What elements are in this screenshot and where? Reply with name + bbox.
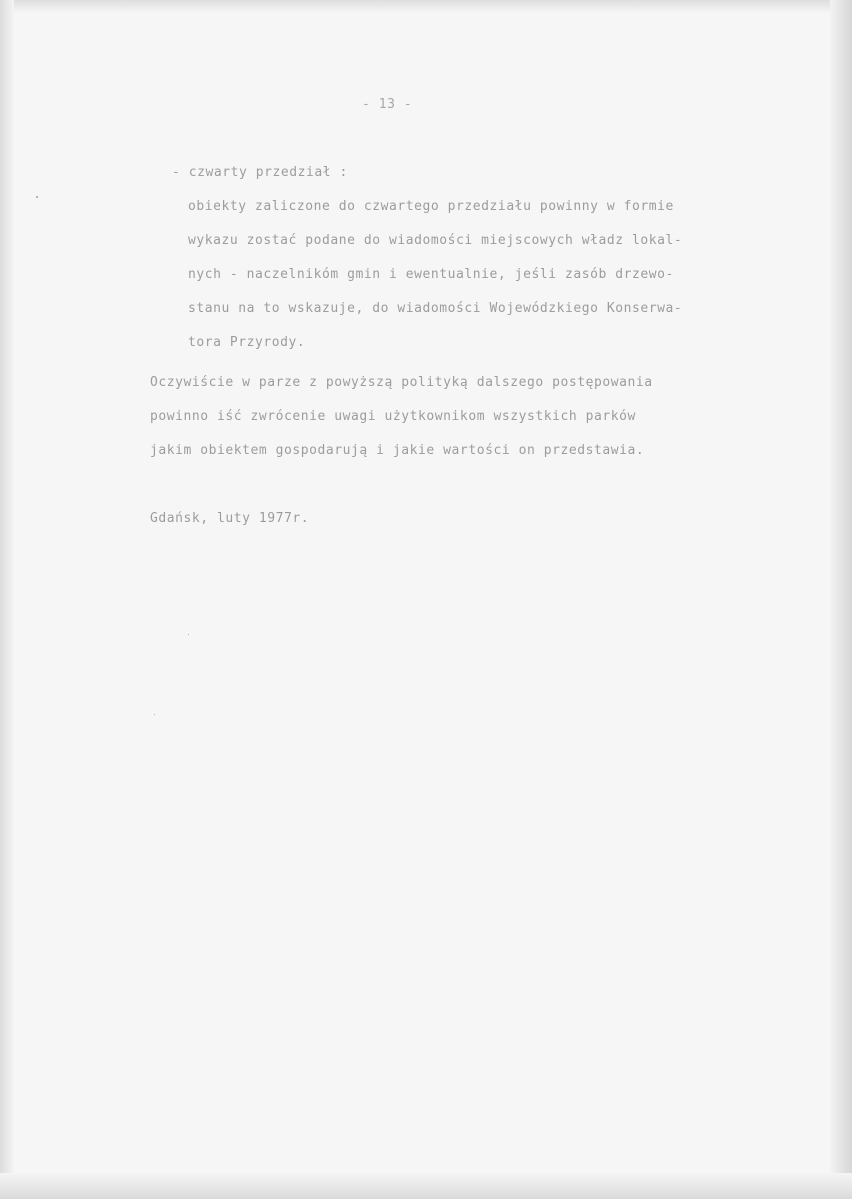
list-item-line: nych - naczelnikóm gmin i ewentualnie, jeśli zasób drzewo- bbox=[188, 267, 674, 282]
scan-speck bbox=[188, 634, 189, 635]
list-item-line: obiekty zaliczone do czwartego przedziału powinny w formie bbox=[188, 199, 674, 214]
list-item-heading: - czwarty przedział : bbox=[172, 165, 348, 180]
scan-edge-right bbox=[830, 0, 852, 1199]
scan-speck bbox=[154, 714, 155, 715]
list-item-line: wykazu zostać podane do wiadomości miejscowych władz lokal- bbox=[188, 233, 683, 248]
scan-speck bbox=[36, 196, 38, 198]
paragraph-line: Oczywiście w parze z powyższą polityką dalszego postępowania bbox=[150, 375, 653, 390]
paragraph-line: jakim obiektem gospodarują i jakie wartości on przedstawia. bbox=[150, 443, 645, 458]
scan-edge-top bbox=[0, 0, 852, 12]
scan-edge-bottom bbox=[0, 1173, 852, 1199]
list-item-line: stanu na to wskazuje, do wiadomości Wojewódzkiego Konserwa- bbox=[188, 301, 683, 316]
place-and-date: Gdańsk, luty 1977r. bbox=[150, 511, 310, 526]
page-number: - 13 - bbox=[362, 97, 413, 112]
paragraph-line: powinno iść zwrócenie uwagi użytkownikom wszystkich parków bbox=[150, 409, 636, 424]
list-item-line: tora Przyrody. bbox=[188, 335, 306, 350]
scan-edge-left bbox=[0, 0, 14, 1199]
